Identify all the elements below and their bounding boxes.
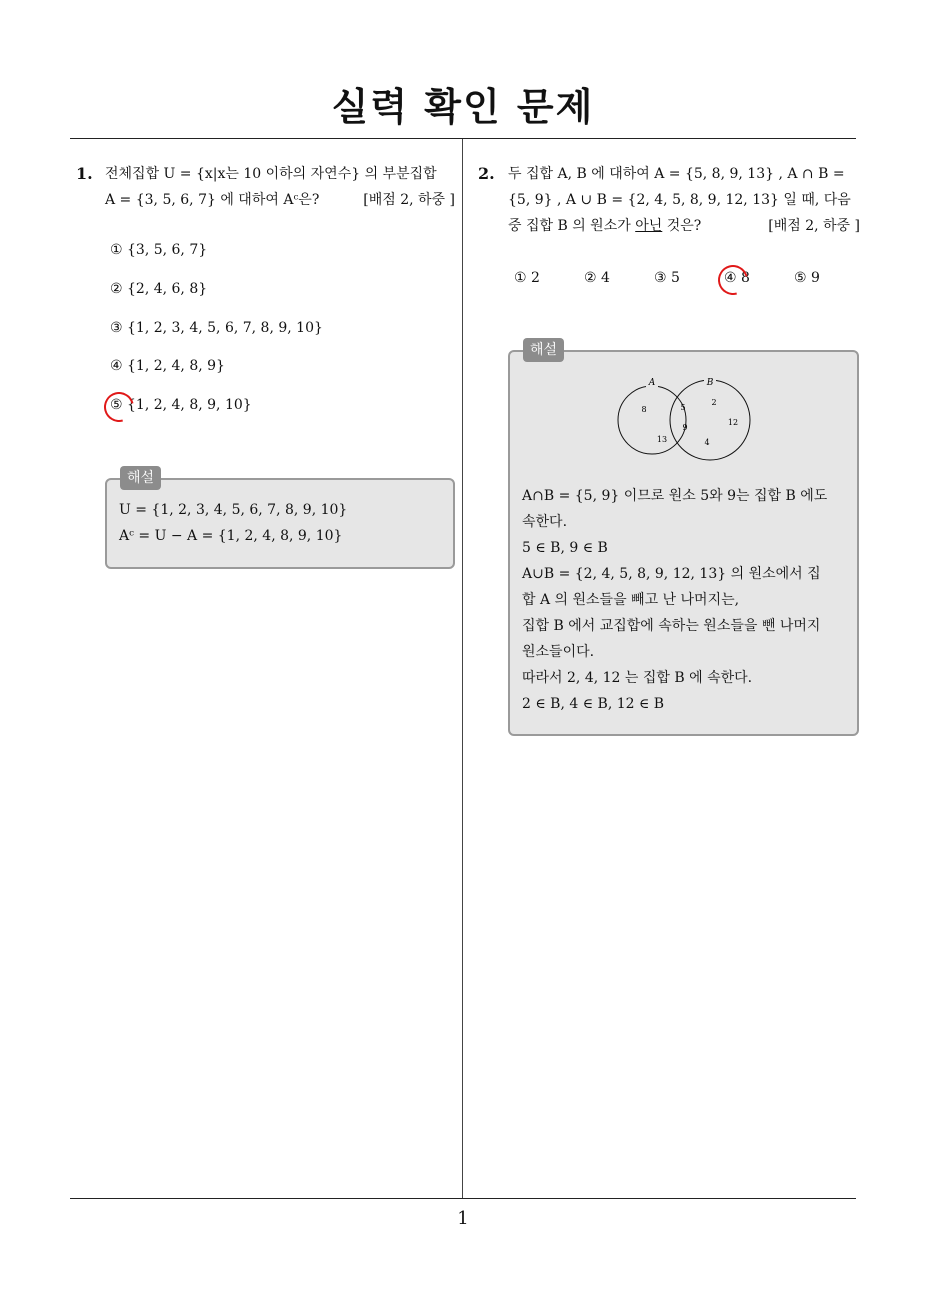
question-meta: [배점 2, 하중 ]: [363, 192, 455, 208]
venn-element: 13: [656, 435, 668, 444]
solution-line: 합 A 의 원소들을 빼고 난 나머지는,: [522, 592, 740, 608]
answer-mark-icon: [713, 260, 754, 301]
option-2[interactable]: ② 4: [584, 270, 610, 286]
solution-tag: 해설: [120, 466, 161, 490]
venn-label-b: B: [706, 378, 714, 388]
question-number: 1.: [76, 164, 93, 183]
option-3[interactable]: ③ 5: [654, 270, 680, 286]
question-line: {5, 9} , A ∪ B = {2, 4, 5, 8, 9, 12, 13} 일 때, 다음: [508, 192, 851, 208]
solution-line: 5 ∈ B, 9 ∈ B: [522, 540, 608, 556]
question-text: [105, 161, 455, 213]
solution-line: 원소들이다.: [522, 644, 595, 660]
question-number: 2.: [478, 164, 495, 183]
page-title: 실력 확인 문제: [331, 85, 595, 129]
question-line: 것은?: [662, 218, 702, 234]
option-5[interactable]: ⑤ {1, 2, 4, 8, 9, 10}: [110, 397, 252, 413]
option-4[interactable]: ④ {1, 2, 4, 8, 9}: [110, 358, 225, 374]
question-line: A = {3, 5, 6, 7} 에 대하여 Aᶜ은?: [105, 192, 320, 208]
option-1[interactable]: ① 2: [514, 270, 540, 286]
solution-tag: 해설: [523, 338, 564, 362]
option-2[interactable]: ② {2, 4, 6, 8}: [110, 281, 208, 297]
question-line: 두 집합 A, B 에 대하여 A = {5, 8, 9, 13} , A ∩ B =: [508, 166, 845, 182]
option-1[interactable]: ① {3, 5, 6, 7}: [110, 242, 208, 258]
question-line: 중 집합 B 의 원소가: [508, 218, 636, 234]
question-text: [508, 161, 860, 239]
venn-element: 8: [641, 405, 647, 414]
column-divider: [462, 139, 463, 1198]
option-5[interactable]: ⑤ 9: [794, 270, 820, 286]
underlined-word: 아닌: [635, 218, 663, 234]
solution-line: 따라서 2, 4, 12 는 집합 B 에 속한다.: [522, 670, 753, 686]
top-rule: [70, 138, 856, 139]
venn-element: 2: [711, 398, 717, 407]
question-meta: [배점 2, 하중 ]: [768, 218, 860, 234]
option-4[interactable]: ④ 8: [724, 270, 750, 286]
venn-label-a: A: [648, 378, 656, 388]
solution-line: 집합 B 에서 교집합에 속하는 원소들을 뺀 나머지: [522, 618, 821, 634]
solution-line: A∪B = {2, 4, 5, 8, 9, 12, 13} 의 원소에서 집: [522, 566, 821, 582]
question-line: 전체집합 U = {x|x는 10 이하의 자연수} 의 부분집합: [105, 166, 437, 182]
solution-line: A∩B = {5, 9} 이므로 원소 5와 9는 집합 B 에도: [522, 488, 828, 504]
set-a-circle: [618, 386, 686, 454]
bottom-rule: [70, 1198, 856, 1199]
answer-mark-icon: [99, 387, 140, 428]
venn-diagram: [610, 368, 760, 468]
solution-box: [105, 478, 455, 569]
solution-box: [508, 350, 859, 736]
solution-line: 속한다.: [522, 514, 568, 530]
page-number: 1: [457, 1208, 469, 1229]
venn-element: 5: [680, 403, 686, 412]
option-3[interactable]: ③ {1, 2, 3, 4, 5, 6, 7, 8, 9, 10}: [110, 320, 323, 336]
solution-line: 2 ∈ B, 4 ∈ B, 12 ∈ B: [522, 696, 665, 712]
venn-element: 12: [727, 418, 739, 427]
venn-element: 9: [682, 423, 688, 432]
venn-element: 4: [704, 438, 710, 447]
solution-line: U = {1, 2, 3, 4, 5, 6, 7, 8, 9, 10}: [119, 502, 348, 518]
solution-line: Aᶜ = U − A = {1, 2, 4, 8, 9, 10}: [119, 528, 343, 544]
